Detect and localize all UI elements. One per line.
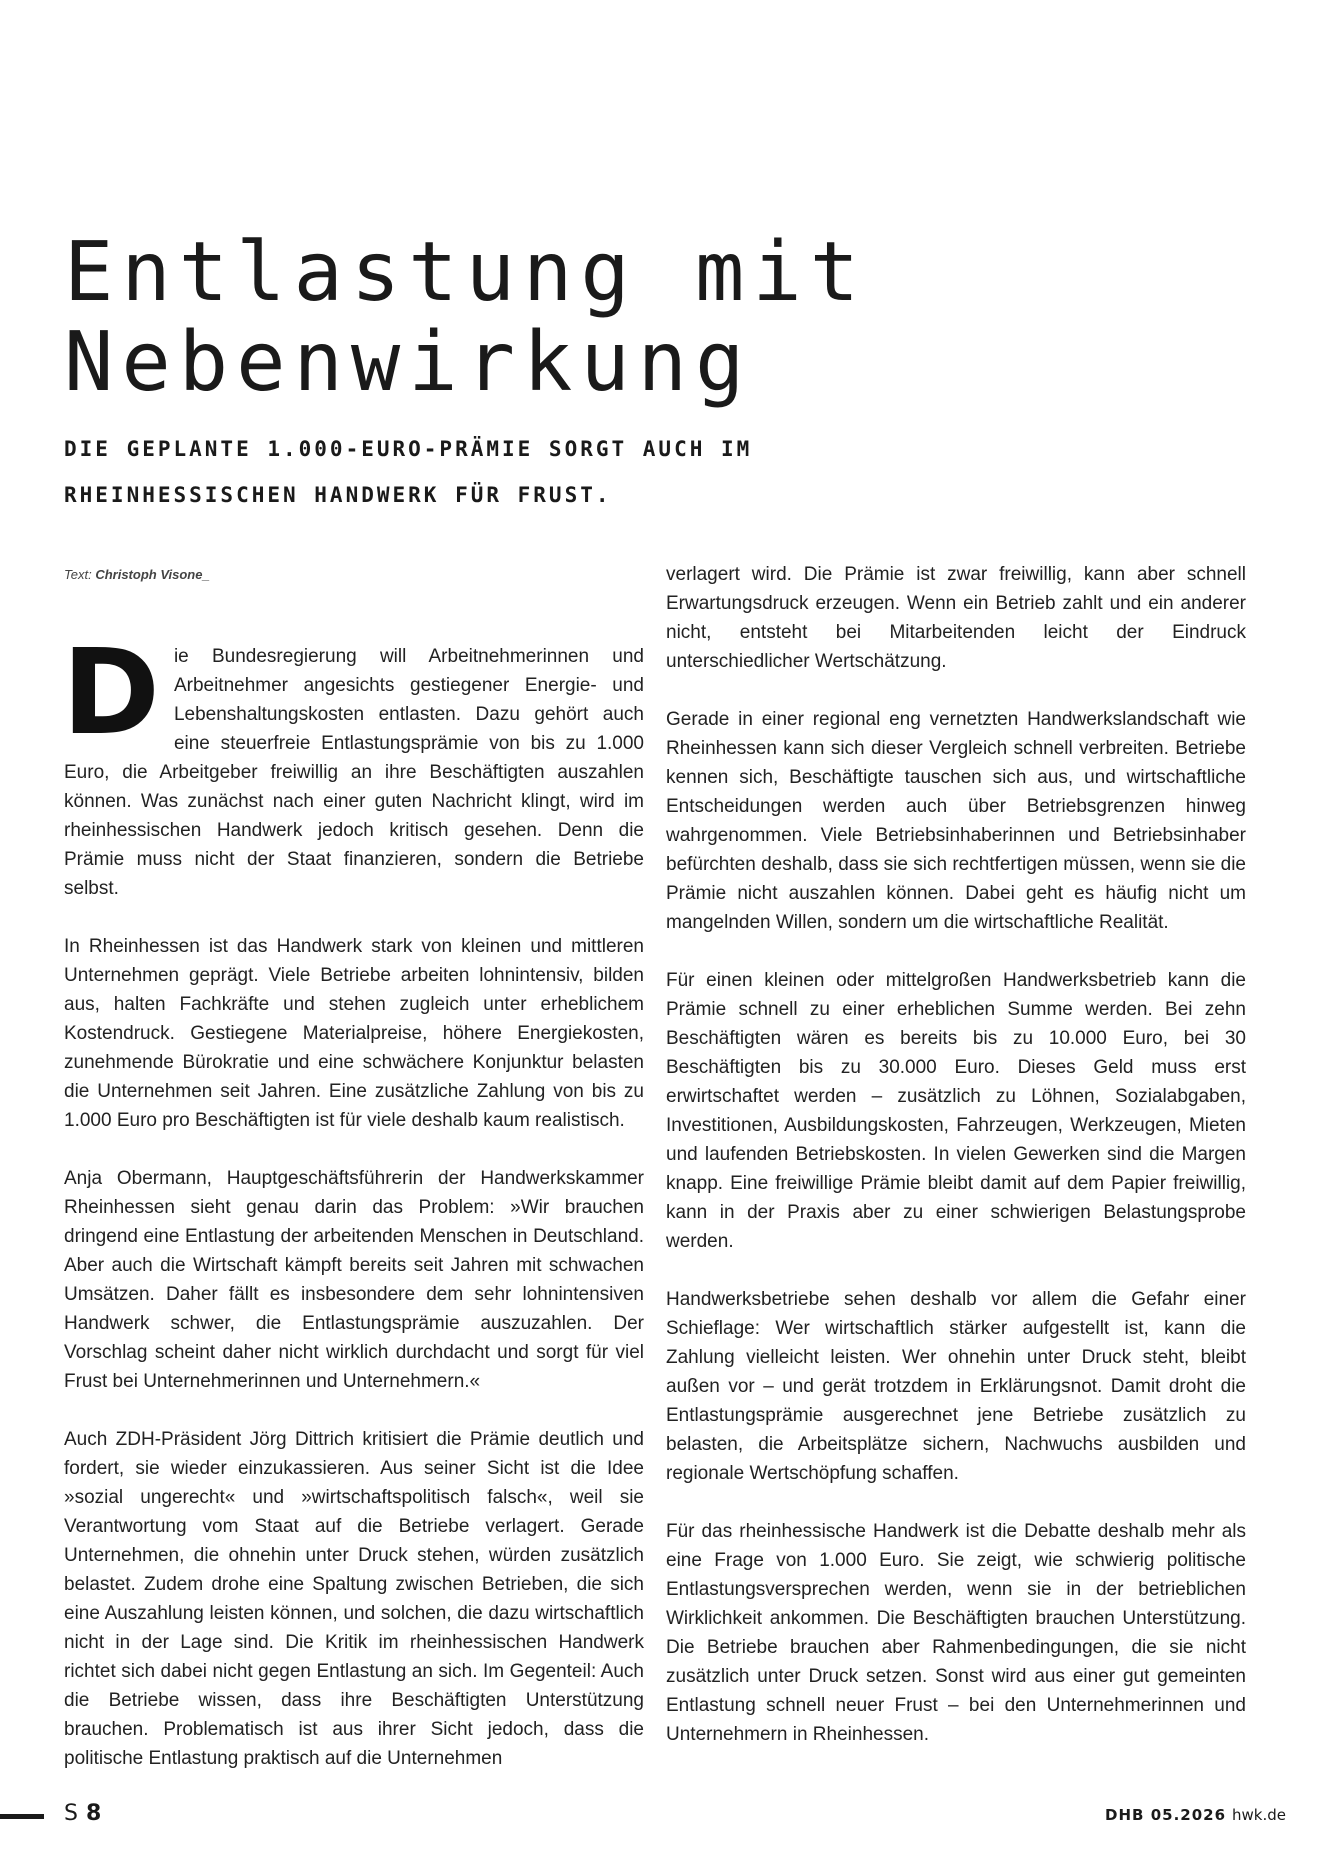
byline <box>64 566 644 584</box>
byline-prefix: Text: <box>64 567 92 582</box>
paragraph-right-5: Für das rheinhessische Handwerk ist die Debatte deshalb mehr als eine Frage von 1.000 Euro. Sie zeigt, wie schwierig politische Entlastungsversprechen werden, wenn sie in der betrieblichen Wirklichkeit ankommen. Die Beschäftigten brauchen Unterstützung. Die Betriebe brauchen aber Rahmenbedingungen, die sie nicht zusätzlich unter Druck setzen. Sonst wird aus einer gut gemeinten Entlastung schnell neuer Frust – bei den Unternehmerinnen und Unternehmern in Rheinhessen. <box>666 1521 1246 1745</box>
subheadline-line-1: DIE GEPLANTE 1.000-EURO-PRÄMIE SORGT AUCH IM <box>64 437 753 461</box>
paragraph-left-2: In Rheinhessen ist das Handwerk stark von kleinen und mittleren Unternehmen geprägt. Viele Betriebe arbeiten lohnintensiv, bilden aus, halten Fachkräfte und stehen zugleich unter erheblichem Kostendruck. Gestiegene Materialpreise, höhere Energiekosten, zunehmende Bürokratie und eine schwächere Konjunktur belasten die Unternehmen seit Jahren. Eine zusätzliche Zahlung von bis zu 1.000 Euro pro Beschäftigten ist für viele deshalb kaum realistisch. <box>64 936 644 1131</box>
paragraph-right-3: Für einen kleinen oder mittelgroßen Handwerksbetrieb kann die Prämie schnell zu einer erheblichen Summe werden. Bei zehn Beschäftigten wären es bereits bis zu 10.000 Euro, bei 30 Beschäftigten bis zu 30.000 Euro. Dieses Geld muss erst erwirtschaftet werden – zusätzlich zu Löhnen, Sozialabgaben, Investitionen, Ausbildungskosten, Fahrzeugen, Werkzeugen, Mieten und laufenden Betriebskosten. In vielen Gewerken sind die Margen knapp. Eine freiwillige Prämie bleibt damit auf dem Papier freiwillig, kann in der Praxis aber zu einer schwierigen Belastungsprobe werden. <box>666 970 1246 1252</box>
footer-rule <box>0 1814 44 1819</box>
article-column-left <box>64 558 644 1802</box>
website-link: hwk.de <box>1232 1806 1286 1824</box>
headline <box>64 225 964 410</box>
byline-author: Christoph Visone_ <box>95 567 210 582</box>
paragraph-left-4: Auch ZDH-Präsident Jörg Dittrich kritisiert die Prämie deutlich und fordert, sie wieder einzukassieren. Aus seiner Sicht ist die Idee »sozial ungerecht« und »wirtschaftspolitisch falsch«, weil sie Verantwortung vom Staat auf die Betriebe verlagert. Gerade Unternehmen, die ohnehin unter Druck stehen, würden zusätzlich belastet. Zudem drohe eine Spaltung zwischen Betrieben, die sich eine Auszahlung leisten können, und solchen, die dazu wirtschaftlich nicht in der Lage sind. Die Kritik im rheinhessischen Handwerk richtet sich dabei nicht gegen Entlastung an sich. Im Gegenteil: Auch die Betriebe wissen, dass ihre Beschäftigten Unterstützung brauchen. Problematisch ist aus ihrer Sicht jedoch, dass die politische Entlastung praktisch auf die Unternehmen <box>64 1429 644 1769</box>
headline-line-1: Entlastung mit <box>64 225 868 320</box>
page-number: 8 <box>85 1801 102 1826</box>
paragraph-right-1: verlagert wird. Die Prämie ist zwar freiwillig, kann aber schnell Erwartungsdruck erzeugen. Wenn ein Betrieb zahlt und ein anderer nicht, entsteht bei Mitarbeitenden leicht der Eindruck unterschiedlicher Wertschätzung. <box>666 564 1246 672</box>
paragraph-text: ie Bundesregierung will Arbeitnehmerinnen und Arbeitnehmer angesichts gestiegener Energie- und Lebenshaltungskosten entlasten. Dazu gehört auch eine steuerfreie Entlastungsprämie von bis zu 1.000 Euro, die Arbeitgeber freiwillig an ihre Beschäftigten auszahlen können. Was zunächst nach einer guten Nachricht klingt, wird im rheinhessischen Handwerk jedoch kritisch gesehen. Denn die Prämie muss nicht der Staat finanzieren, sondern die Betriebe selbst. <box>64 646 644 899</box>
subheadline <box>64 426 964 518</box>
paragraph-right-4: Handwerksbetriebe sehen deshalb vor allem die Gefahr einer Schieflage: Wer wirtschaftlich stärker aufgestellt ist, kann die Zahlung vielleicht leisten. Wer ohnehin unter Druck steht, bleibt außen vor – und gerät trotzdem in Erklärungsnot. Damit droht die Entlastungsprämie ausgerechnet jene Betriebe zusätzlich zu belasten, die Arbeitsplätze sichern, Nachwuchs ausbilden und regionale Wertschöpfung schaffen. <box>666 1289 1246 1484</box>
subheadline-line-2: RHEINHESSISCHEN HANDWERK FÜR FRUST. <box>64 483 612 507</box>
paragraph-right-2: Gerade in einer regional eng vernetzten Handwerkslandschaft wie Rheinhessen kann sich dieser Vergleich schnell verbreiten. Betriebe kennen sich, Beschäftigte tauschen sich aus, und wirtschaftliche Entscheidungen werden auch über Betriebsgrenzen hinweg wahrgenommen. Viele Betriebsinhaberinnen und Betriebsinhaber befürchten deshalb, dass sie sich rechtfertigen müssen, wenn sie die Prämie nicht auszahlen können. Dabei geht es häufig nicht um mangelnden Willen, sondern um die wirtschaftliche Realität. <box>666 709 1246 933</box>
footer-publication <box>1105 1806 1286 1824</box>
paragraph-left-1 <box>62 623 644 903</box>
magazine-issue: DHB 05.2026 <box>1105 1806 1227 1824</box>
headline-line-2: Nebenwirkung <box>64 315 753 410</box>
article-column-right <box>666 560 1246 1778</box>
paragraph-left-3: Anja Obermann, Hauptgeschäftsführerin der Handwerkskammer Rheinhessen sieht genau darin das Problem: »Wir brauchen dringend eine Entlastung der arbeitenden Menschen in Deutschland. Aber auch die Wirtschaft kämpft bereits seit Jahren mit schwachen Umsätzen. Daher fällt es insbesondere dem sehr lohnintensiven Handwerk schwer, die Entlastungsprämie auszuzahlen. Der Vorschlag scheint daher nicht wirklich durchdacht und sorgt für viel Frust bei Unternehmerinnen und Unternehmern.« <box>64 1168 644 1392</box>
section-letter: S <box>64 1801 78 1826</box>
page-indicator <box>64 1801 101 1826</box>
dropcap: D <box>62 623 160 761</box>
